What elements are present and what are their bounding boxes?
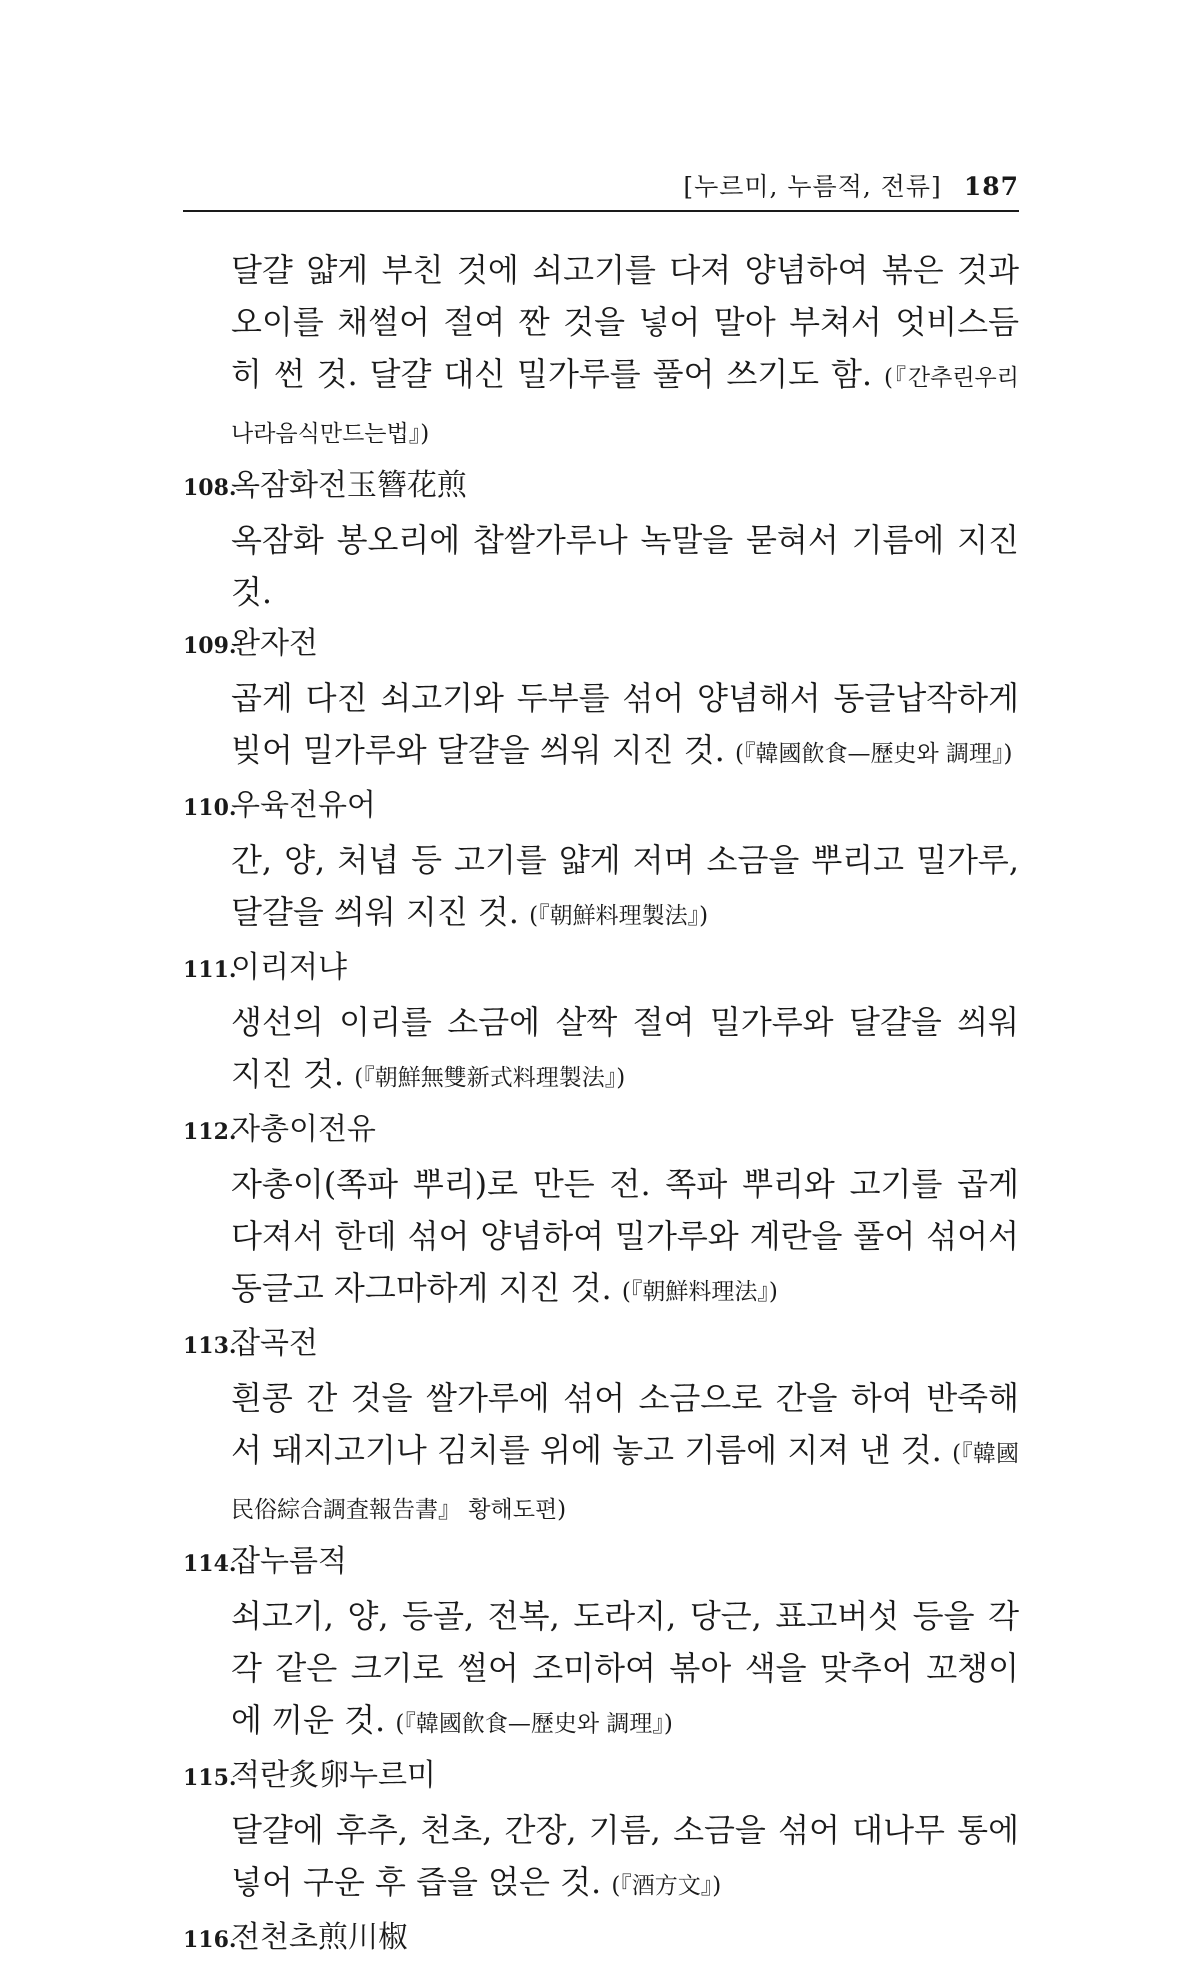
entry-115 xyxy=(183,1752,1019,1912)
paragraph-text: 달걀 얇게 부친 것에 쇠고기를 다져 양념하여 볶은 것과 오이를 채썰어 절여 짠 것을 넣어 말아 부쳐서 엇비스듬히 썬 것. 달걀 대신 밀가루를 풀어 쓰기도 함. xyxy=(231,251,1019,393)
entry-description xyxy=(231,672,1019,780)
entry-number: 108. xyxy=(183,475,237,501)
entry-113 xyxy=(183,1320,1019,1536)
paragraph-text: 옥잠화 봉오리에 찹쌀가루나 녹말을 묻혀서 기름에 지진 것. xyxy=(231,521,1019,611)
entry-title: 전천초煎川椒 xyxy=(231,1920,408,1955)
entry-heading xyxy=(183,462,1019,512)
entry-description xyxy=(231,1590,1019,1750)
source-citation: (『韓國飮食—歷史와 調理』) xyxy=(395,1711,673,1737)
entry-heading xyxy=(183,1106,1019,1156)
source-citation: (『朝鮮料理製法』) xyxy=(529,903,709,929)
entry-description xyxy=(231,514,1019,618)
source-citation: (『朝鮮無雙新式料理製法』) xyxy=(354,1065,626,1091)
entry-heading xyxy=(183,1320,1019,1370)
entry-heading xyxy=(183,1538,1019,1588)
source-citation: (『酒方文』) xyxy=(611,1873,722,1899)
entry-description xyxy=(231,1804,1019,1912)
entry-number: 116. xyxy=(183,1927,237,1953)
paragraph-text: 쇠고기, 양, 등골, 전복, 도라지, 당근, 표고버섯 등을 각각 같은 크기로 썰어 조미하여 볶아 색을 맞추어 꼬챙이에 끼운 것. xyxy=(231,1597,1019,1739)
entry-description xyxy=(231,1372,1019,1536)
entry-heading xyxy=(183,1752,1019,1802)
entry-title: 잡누름적 xyxy=(231,1544,347,1579)
entry-110 xyxy=(183,782,1019,942)
entry-description xyxy=(231,996,1019,1104)
paragraph-text: 흰콩 간 것을 쌀가루에 섞어 소금으로 간을 하여 반죽해서 돼지고기나 김치를 위에 놓고 기름에 지져 낸 것. xyxy=(231,1379,1019,1469)
entry-112 xyxy=(183,1106,1019,1318)
running-header xyxy=(183,167,1019,203)
entry-number: 113. xyxy=(183,1333,237,1359)
paragraph-text: 자총이(쪽파 뿌리)로 만든 전. 쪽파 뿌리와 고기를 곱게 다져서 한데 섞어 양념하여 밀가루와 계란을 풀어 섞어서 동글고 자그마하게 지진 것. xyxy=(231,1165,1019,1307)
entry-title: 잡곡전 xyxy=(231,1326,318,1361)
entry-title: 완자전 xyxy=(231,626,318,661)
page-body xyxy=(183,244,1019,1966)
paragraph-text: 달걀에 후추, 천초, 간장, 기름, 소금을 섞어 대나무 통에 넣어 구운 후 즙을 얹은 것. xyxy=(231,1811,1019,1901)
source-citation: (『朝鮮料理法』) xyxy=(621,1279,778,1305)
intro-paragraph xyxy=(231,244,1019,460)
entry-number: 114. xyxy=(183,1551,237,1577)
entry-number: 115. xyxy=(183,1765,237,1791)
entry-number: 110. xyxy=(183,795,237,821)
entry-heading xyxy=(183,1914,1019,1964)
section-title: [누르미, 누름적, 전류] xyxy=(683,172,942,201)
entry-111 xyxy=(183,944,1019,1104)
entry-description xyxy=(231,834,1019,942)
source-citation: (『간추린우리나라음식만드는법』) xyxy=(231,365,1019,447)
entry-heading xyxy=(183,782,1019,832)
header-rule xyxy=(183,210,1019,212)
entry-number: 112. xyxy=(183,1119,237,1145)
entry-description xyxy=(231,1158,1019,1318)
entry-109 xyxy=(183,620,1019,780)
paragraph-text: 생선의 이리를 소금에 살짝 절여 밀가루와 달걀을 씌워 지진 것. xyxy=(231,1003,1019,1093)
entry-title: 옥잠화전玉簪花煎 xyxy=(231,468,467,503)
entry-number: 109. xyxy=(183,633,237,659)
entry-114 xyxy=(183,1538,1019,1750)
source-citation: (『韓國民俗綜合調査報告書』 황해도편) xyxy=(231,1441,1019,1523)
source-citation: (『韓國飮食—歷史와 調理』) xyxy=(734,741,1013,767)
entry-title: 우육전유어 xyxy=(231,788,376,823)
entry-title: 자총이전유 xyxy=(231,1112,376,1147)
entry-number: 111. xyxy=(183,957,237,983)
entry-title: 적란炙卵누르미 xyxy=(231,1758,436,1793)
paragraph-text: 간, 양, 처녑 등 고기를 얇게 저며 소금을 뿌리고 밀가루, 달걀을 씌워 지진 것. xyxy=(231,841,1019,931)
entry-108 xyxy=(183,462,1019,618)
entry-116 xyxy=(183,1914,1019,1964)
paragraph-text: 곱게 다진 쇠고기와 두부를 섞어 양념해서 동글납작하게 빚어 밀가루와 달걀을 씌워 지진 것. xyxy=(231,679,1019,769)
page-number: 187 xyxy=(963,172,1019,201)
entry-title: 이리저냐 xyxy=(231,950,347,985)
entry-heading xyxy=(183,944,1019,994)
entry-heading xyxy=(183,620,1019,670)
